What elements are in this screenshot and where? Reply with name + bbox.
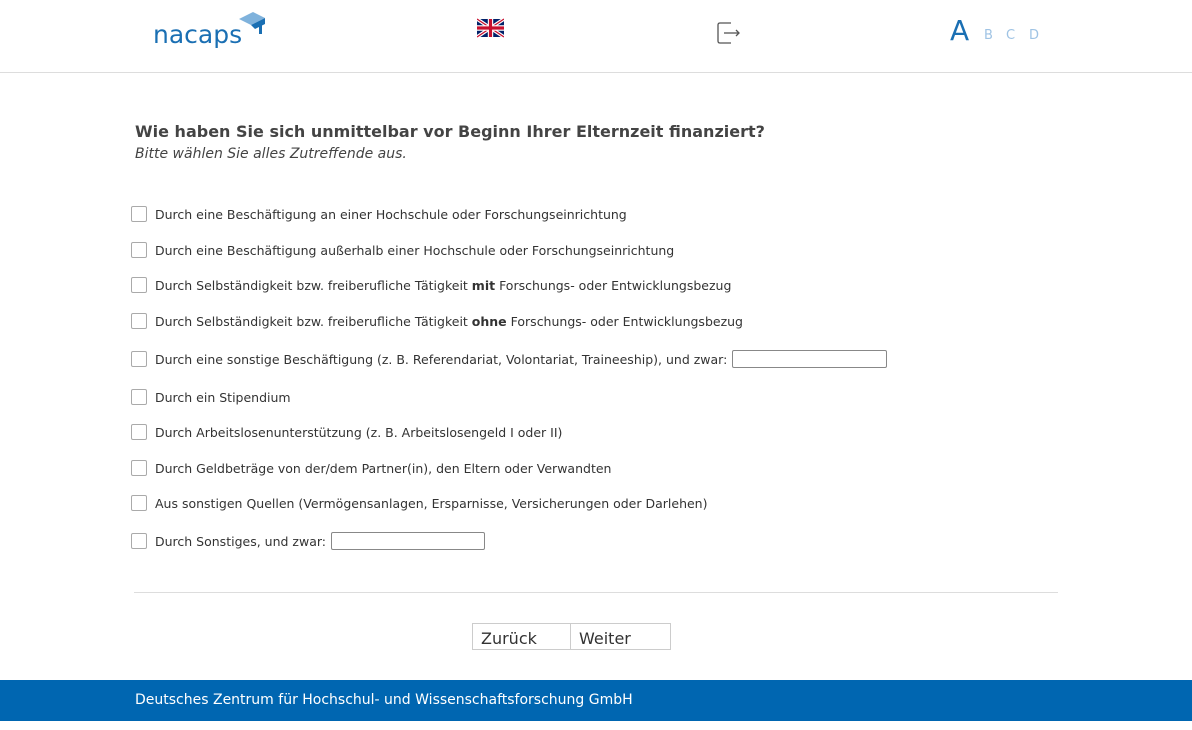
checkbox[interactable] bbox=[131, 460, 147, 476]
option-label: Durch Selbständigkeit bzw. freiberufliche Tätigkeit mit Forschungs- oder Entwicklungsbezug bbox=[155, 277, 732, 293]
option-scholarship[interactable] bbox=[131, 387, 291, 407]
option-unemployment-benefit[interactable] bbox=[131, 422, 562, 442]
option-label: Aus sonstigen Quellen (Vermögensanlagen, Ersparnisse, Versicherungen oder Darlehen) bbox=[155, 495, 708, 511]
next-button[interactable]: Weiter bbox=[571, 623, 671, 650]
checkbox[interactable] bbox=[131, 424, 147, 440]
font-size-a[interactable]: A bbox=[950, 14, 970, 47]
font-size-d[interactable]: D bbox=[1029, 28, 1040, 43]
option-employment-outside[interactable] bbox=[131, 240, 674, 260]
logo-text: nacaps bbox=[153, 20, 243, 49]
footer bbox=[0, 680, 1192, 721]
option-other[interactable] bbox=[131, 531, 485, 551]
option-other-sources[interactable] bbox=[131, 493, 707, 513]
option-employment-university[interactable] bbox=[131, 204, 627, 224]
option-label: Durch ein Stipendium bbox=[155, 389, 291, 405]
option-label: Durch Sonstiges, und zwar: bbox=[155, 533, 326, 549]
nacaps-logo[interactable] bbox=[153, 10, 268, 50]
divider bbox=[134, 592, 1058, 593]
checkbox[interactable] bbox=[131, 533, 147, 549]
option-label: Durch eine sonstige Beschäftigung (z. B. Referendariat, Volontariat, Traineeship), und zwar: bbox=[155, 351, 728, 367]
option-label: Durch Geldbeträge von der/dem Partner(in), den Eltern oder Verwandten bbox=[155, 460, 612, 476]
checkbox[interactable] bbox=[131, 351, 147, 367]
checkbox[interactable] bbox=[131, 495, 147, 511]
footer-text: Deutsches Zentrum für Hochschul- und Wissenschaftsforschung GmbH bbox=[135, 692, 633, 708]
checkbox[interactable] bbox=[131, 206, 147, 222]
checkbox[interactable] bbox=[131, 242, 147, 258]
graduation-cap-icon bbox=[237, 10, 267, 38]
option-label: Durch eine Beschäftigung an einer Hochschule oder Forschungseinrichtung bbox=[155, 206, 627, 222]
other-input[interactable] bbox=[331, 532, 485, 550]
header bbox=[0, 0, 1192, 73]
option-label: Durch eine Beschäftigung außerhalb einer Hochschule oder Forschungseinrichtung bbox=[155, 242, 675, 258]
font-size-c[interactable]: C bbox=[1006, 28, 1016, 43]
question-title: Wie haben Sie sich unmittelbar vor Beginn Ihrer Elternzeit finanziert? bbox=[135, 122, 765, 141]
option-selfemployed-without-research[interactable] bbox=[131, 311, 743, 331]
font-size-b[interactable]: B bbox=[984, 28, 993, 43]
option-label: Durch Arbeitslosenunterstützung (z. B. Arbeitslosengeld I oder II) bbox=[155, 424, 563, 440]
option-other-employment[interactable] bbox=[131, 349, 887, 369]
option-family-money[interactable] bbox=[131, 458, 611, 478]
uk-flag-icon[interactable] bbox=[477, 18, 504, 38]
checkbox[interactable] bbox=[131, 389, 147, 405]
checkbox[interactable] bbox=[131, 313, 147, 329]
logout-icon[interactable] bbox=[717, 22, 741, 44]
checkbox[interactable] bbox=[131, 277, 147, 293]
other-employment-input[interactable] bbox=[732, 350, 887, 368]
question-instruction: Bitte wählen Sie alles Zutreffende aus. bbox=[135, 146, 407, 162]
back-button[interactable]: Zurück bbox=[472, 623, 571, 650]
option-selfemployed-with-research[interactable] bbox=[131, 275, 731, 295]
option-label: Durch Selbständigkeit bzw. freiberufliche Tätigkeit ohne Forschungs- oder Entwicklungsbezug bbox=[155, 313, 743, 329]
